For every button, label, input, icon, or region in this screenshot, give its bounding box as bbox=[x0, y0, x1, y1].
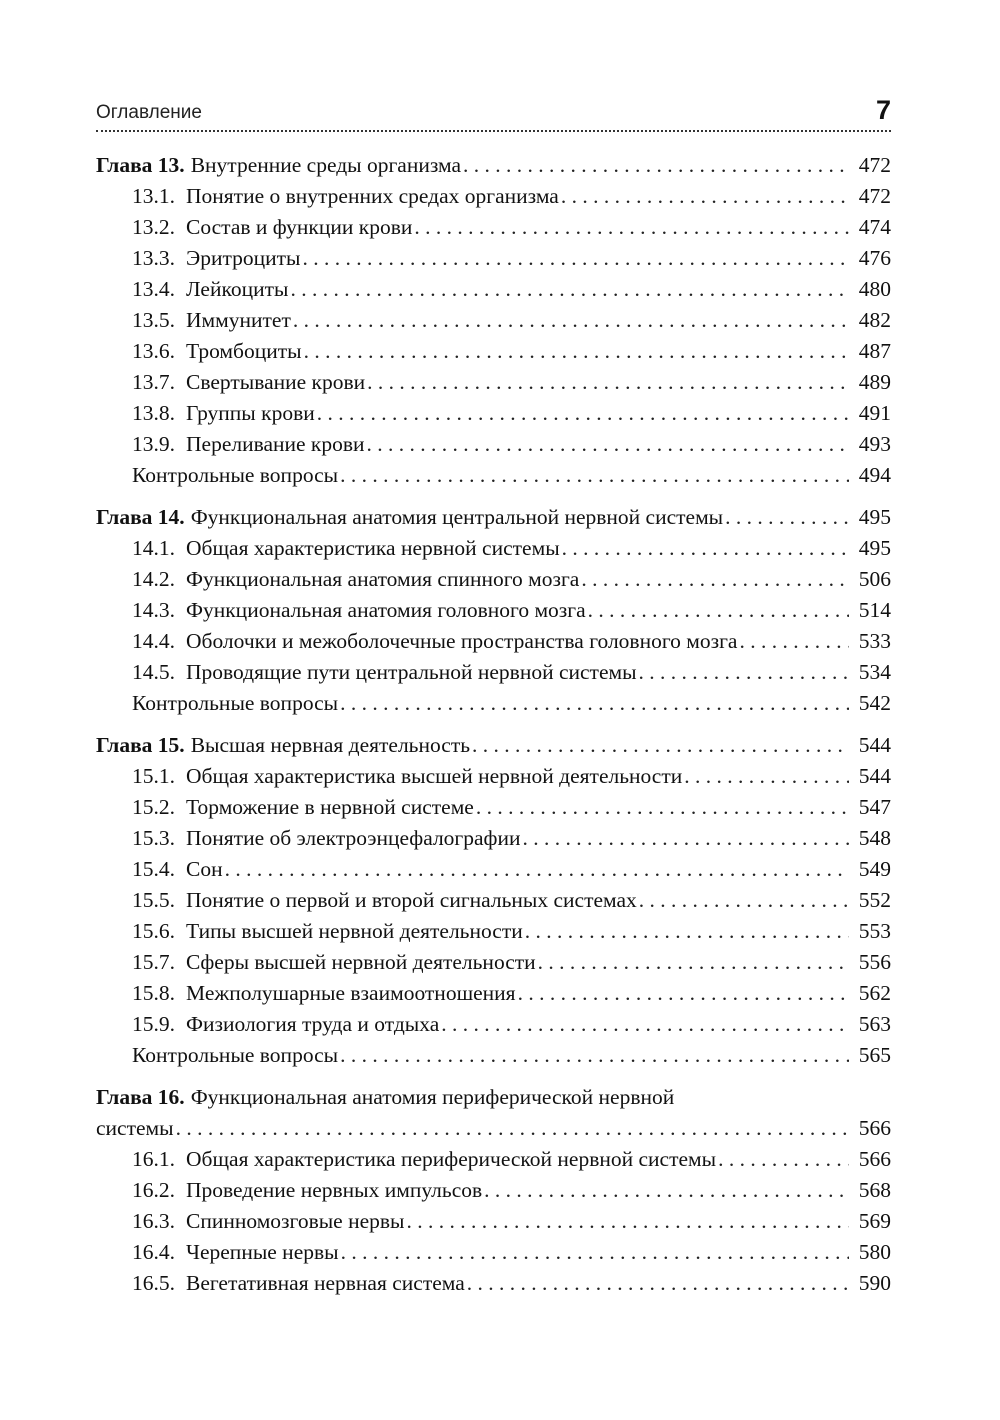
toc-entry[interactable] bbox=[96, 1237, 891, 1268]
dot-leader bbox=[523, 823, 850, 854]
section-title: Состав и функции крови bbox=[186, 215, 413, 239]
section-number: 14.5. bbox=[132, 660, 175, 684]
section-title: Функциональная анатомия спинного мозга bbox=[186, 567, 580, 591]
section-page: 494 bbox=[858, 463, 891, 487]
toc-entry[interactable] bbox=[96, 429, 891, 460]
table-of-contents bbox=[96, 150, 891, 1299]
dot-leader bbox=[441, 1009, 849, 1040]
chapter-label: Глава 14. bbox=[96, 505, 185, 529]
toc-entry[interactable] bbox=[96, 1009, 891, 1040]
section-page: 474 bbox=[858, 215, 891, 239]
section-page: 482 bbox=[858, 308, 891, 332]
section-title: Функциональная анатомия головного мозга bbox=[186, 598, 586, 622]
dot-leader bbox=[317, 398, 849, 429]
section-page: 542 bbox=[858, 691, 891, 715]
dot-leader bbox=[340, 688, 849, 719]
dot-leader bbox=[639, 657, 849, 688]
toc-entry[interactable] bbox=[96, 947, 891, 978]
toc-entry[interactable] bbox=[96, 792, 891, 823]
section-title: Тромбоциты bbox=[186, 339, 302, 363]
section-title: Межполушарные взаимоотношения bbox=[186, 981, 516, 1005]
section-number: 15.7. bbox=[132, 950, 175, 974]
dot-leader bbox=[525, 916, 849, 947]
section-number: 15.9. bbox=[132, 1012, 175, 1036]
section-page: 580 bbox=[858, 1240, 891, 1264]
toc-entry[interactable] bbox=[96, 336, 891, 367]
dot-leader bbox=[341, 1237, 849, 1268]
section-page: 556 bbox=[858, 950, 891, 974]
toc-entry[interactable] bbox=[96, 1206, 891, 1237]
section-title: Общая характеристика нервной системы bbox=[186, 536, 560, 560]
running-header bbox=[96, 96, 891, 130]
header-dotted-rule bbox=[96, 130, 891, 132]
section-page: 568 bbox=[858, 1178, 891, 1202]
dot-leader bbox=[340, 1040, 849, 1071]
section-number: 15.3. bbox=[132, 826, 175, 850]
dot-leader bbox=[225, 854, 849, 885]
section-number: 16.2. bbox=[132, 1178, 175, 1202]
toc-entry[interactable] bbox=[96, 1175, 891, 1206]
section-page: 544 bbox=[858, 764, 891, 788]
section-title: Вегетативная нервная система bbox=[186, 1271, 465, 1295]
toc-entry[interactable] bbox=[96, 212, 891, 243]
section-title: Общая характеристика периферической нервной системы bbox=[186, 1147, 717, 1171]
dot-leader bbox=[639, 885, 849, 916]
section-page: 480 bbox=[858, 277, 891, 301]
dot-leader bbox=[472, 730, 849, 761]
section-number: 13.7. bbox=[132, 370, 175, 394]
dot-leader bbox=[725, 502, 849, 533]
toc-entry[interactable] bbox=[96, 274, 891, 305]
page-number: 7 bbox=[875, 95, 891, 125]
dot-leader bbox=[290, 274, 849, 305]
dot-leader bbox=[562, 533, 849, 564]
section-number: 14.1. bbox=[132, 536, 175, 560]
section-title: Общая характеристика высшей нервной деятельности bbox=[186, 764, 683, 788]
section-number: 16.5. bbox=[132, 1271, 175, 1295]
section-title: Контрольные вопросы bbox=[132, 463, 339, 487]
toc-entry[interactable] bbox=[96, 657, 891, 688]
toc-entry[interactable] bbox=[96, 1268, 891, 1299]
section-title: Сферы высшей нервной деятельности bbox=[186, 950, 536, 974]
section-page: 562 bbox=[858, 981, 891, 1005]
section-title: Понятие о первой и второй сигнальных системах bbox=[186, 888, 637, 912]
section-page: 533 bbox=[858, 629, 891, 653]
section-page: 590 bbox=[858, 1271, 891, 1295]
dot-leader bbox=[367, 429, 849, 460]
toc-entry[interactable] bbox=[96, 181, 891, 212]
dot-leader bbox=[302, 243, 849, 274]
section-number: 15.1. bbox=[132, 764, 175, 788]
toc-entry[interactable] bbox=[96, 854, 891, 885]
section-page: 549 bbox=[858, 857, 891, 881]
section-number: 13.1. bbox=[132, 184, 175, 208]
section-title: Черепные нервы bbox=[186, 1240, 339, 1264]
toc-entry-review-questions[interactable] bbox=[96, 460, 891, 491]
section-title: Проведение нервных импульсов bbox=[186, 1178, 483, 1202]
section-number: 15.5. bbox=[132, 888, 175, 912]
toc-entry[interactable] bbox=[96, 595, 891, 626]
section-title: Контрольные вопросы bbox=[132, 691, 339, 715]
section-number: 16.3. bbox=[132, 1209, 175, 1233]
chapter-heading[interactable] bbox=[96, 502, 891, 533]
chapter-block bbox=[96, 502, 891, 719]
section-number: 14.3. bbox=[132, 598, 175, 622]
section-page: 569 bbox=[858, 1209, 891, 1233]
section-page: 565 bbox=[858, 1043, 891, 1067]
section-page: 553 bbox=[858, 919, 891, 943]
dot-leader bbox=[538, 947, 849, 978]
section-page: 548 bbox=[858, 826, 891, 850]
section-number: 14.4. bbox=[132, 629, 175, 653]
section-number: 13.2. bbox=[132, 215, 175, 239]
section-page: 487 bbox=[858, 339, 891, 363]
chapter-heading[interactable] bbox=[96, 150, 891, 181]
dot-leader bbox=[414, 212, 849, 243]
section-number: 13.5. bbox=[132, 308, 175, 332]
toc-entry[interactable] bbox=[96, 398, 891, 429]
section-number: 13.4. bbox=[132, 277, 175, 301]
chapter-block bbox=[96, 150, 891, 491]
section-number: 15.2. bbox=[132, 795, 175, 819]
toc-entry[interactable] bbox=[96, 367, 891, 398]
section-page: 506 bbox=[858, 567, 891, 591]
section-title: Спинномозговые нервы bbox=[186, 1209, 405, 1233]
dot-leader bbox=[407, 1206, 850, 1237]
dot-leader bbox=[518, 978, 849, 1009]
section-page: 552 bbox=[858, 888, 891, 912]
section-page: 563 bbox=[858, 1012, 891, 1036]
toc-entry[interactable] bbox=[96, 885, 891, 916]
section-title: Понятие о внутренних средах организма bbox=[186, 184, 559, 208]
dot-leader bbox=[476, 792, 849, 823]
dot-leader bbox=[484, 1175, 849, 1206]
dot-leader bbox=[561, 181, 849, 212]
dot-leader bbox=[718, 1144, 849, 1175]
toc-entry-review-questions[interactable] bbox=[96, 688, 891, 719]
chapter-label: Глава 16. bbox=[96, 1085, 185, 1109]
section-number: 13.8. bbox=[132, 401, 175, 425]
dot-leader bbox=[581, 564, 849, 595]
section-page: 476 bbox=[858, 246, 891, 270]
page bbox=[96, 96, 891, 1310]
section-title: Лейкоциты bbox=[186, 277, 289, 301]
toc-entry[interactable] bbox=[96, 564, 891, 595]
section-number: 15.8. bbox=[132, 981, 175, 1005]
dot-leader bbox=[293, 305, 849, 336]
section-page: 489 bbox=[858, 370, 891, 394]
toc-entry[interactable] bbox=[96, 626, 891, 657]
section-title: Проводящие пути центральной нервной системы bbox=[186, 660, 637, 684]
toc-entry[interactable] bbox=[96, 1144, 891, 1175]
toc-entry[interactable] bbox=[96, 533, 891, 564]
toc-entry[interactable] bbox=[96, 978, 891, 1009]
toc-entry-review-questions[interactable] bbox=[96, 1040, 891, 1071]
section-page: 491 bbox=[858, 401, 891, 425]
section-title: Контрольные вопросы bbox=[132, 1043, 339, 1067]
dot-leader bbox=[340, 460, 849, 491]
section-number: 13.3. bbox=[132, 246, 175, 270]
section-title: Оболочки и межоболочечные пространства головного мозга bbox=[186, 629, 738, 653]
chapter-page: 544 bbox=[858, 733, 891, 757]
section-title: Физиология труда и отдыха bbox=[186, 1012, 440, 1036]
section-title: Свертывание крови bbox=[186, 370, 366, 394]
section-page: 547 bbox=[858, 795, 891, 819]
section-number: 15.6. bbox=[132, 919, 175, 943]
section-title: Понятие об электроэнцефалографии bbox=[186, 826, 521, 850]
dot-leader bbox=[739, 626, 849, 657]
section-title: Эритроциты bbox=[186, 246, 301, 270]
chapter-title-continued: системы bbox=[96, 1116, 174, 1140]
section-number: 14.2. bbox=[132, 567, 175, 591]
chapter-title: Функциональная анатомия центральной нервной системы bbox=[190, 505, 724, 529]
chapter-label: Глава 15. bbox=[96, 733, 185, 757]
section-page: 566 bbox=[858, 1147, 891, 1171]
section-number: 15.4. bbox=[132, 857, 175, 881]
section-title: Торможение в нервной системе bbox=[186, 795, 474, 819]
section-title: Сон bbox=[186, 857, 223, 881]
toc-entry[interactable] bbox=[96, 916, 891, 947]
section-page: 493 bbox=[858, 432, 891, 456]
section-number: 13.6. bbox=[132, 339, 175, 363]
section-title: Группы крови bbox=[186, 401, 315, 425]
header-title: Оглавление bbox=[96, 102, 202, 123]
chapter-page: 472 bbox=[858, 153, 891, 177]
chapter-title: Функциональная анатомия периферической нервной bbox=[190, 1085, 675, 1109]
chapter-heading-continued[interactable] bbox=[96, 1113, 891, 1144]
section-number: 16.1. bbox=[132, 1147, 175, 1171]
toc-entry[interactable] bbox=[96, 243, 891, 274]
section-number: 16.4. bbox=[132, 1240, 175, 1264]
dot-leader bbox=[588, 595, 849, 626]
section-title: Типы высшей нервной деятельности bbox=[186, 919, 523, 943]
section-page: 495 bbox=[858, 536, 891, 560]
section-page: 534 bbox=[858, 660, 891, 684]
chapter-heading[interactable] bbox=[96, 1082, 891, 1113]
toc-entry[interactable] bbox=[96, 761, 891, 792]
chapter-block bbox=[96, 730, 891, 1071]
chapter-heading[interactable] bbox=[96, 730, 891, 761]
dot-leader bbox=[467, 1268, 849, 1299]
chapter-page: 495 bbox=[858, 505, 891, 529]
chapter-label: Глава 13. bbox=[96, 153, 185, 177]
chapter-title: Внутренние среды организма bbox=[190, 153, 462, 177]
chapter-title: Высшая нервная деятельность bbox=[190, 733, 471, 757]
section-number: 13.9. bbox=[132, 432, 175, 456]
toc-entry[interactable] bbox=[96, 823, 891, 854]
chapter-page: 566 bbox=[858, 1116, 891, 1140]
section-page: 514 bbox=[858, 598, 891, 622]
dot-leader bbox=[304, 336, 849, 367]
chapter-block bbox=[96, 1082, 891, 1299]
section-title: Переливание крови bbox=[186, 432, 365, 456]
dot-leader bbox=[367, 367, 849, 398]
dot-leader bbox=[176, 1113, 849, 1144]
toc-entry[interactable] bbox=[96, 305, 891, 336]
section-title: Иммунитет bbox=[186, 308, 291, 332]
section-page: 472 bbox=[858, 184, 891, 208]
dot-leader bbox=[463, 150, 849, 181]
dot-leader bbox=[684, 761, 849, 792]
